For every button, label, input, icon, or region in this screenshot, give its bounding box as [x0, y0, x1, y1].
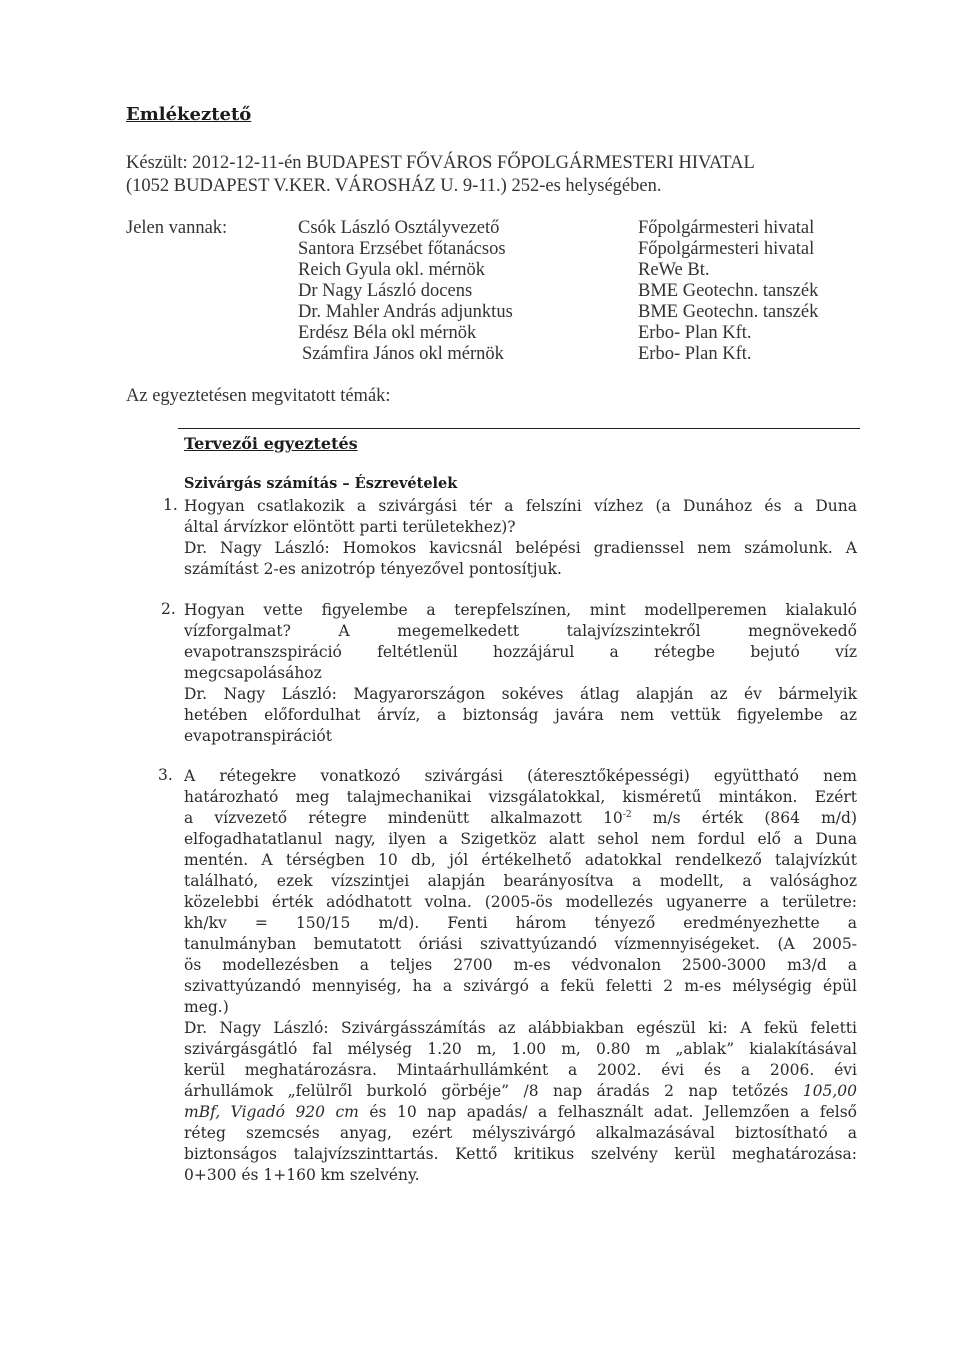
- meta-line-2: (1052 BUDAPEST V.KER. VÁROSHÁZ U. 9-11.) 252-es helységében.: [126, 176, 662, 196]
- item-line: kerül meghatározásra. Mintaárhullámként a 2002. évi és a 2006. évi: [184, 1061, 857, 1079]
- exponent: -2: [622, 810, 632, 820]
- item-line: megcsapolásához: [184, 664, 322, 682]
- item-line: evapotranszspiráció feltétlenül hozzájárul a rétegbe bejutó víz: [184, 643, 857, 661]
- italic-value: mBf, Vigadó 920 cm: [184, 1103, 359, 1121]
- item-line: Dr. Nagy László: Homokos kavicsnál belépési gradienssel nem számolunk. A: [184, 539, 857, 557]
- attendee-name: Santora Erzsébet főtanácsos: [298, 239, 506, 259]
- item-line: található, ezek vízszintjei alapján bearányosítva a modellt, a valósághoz: [184, 872, 857, 890]
- item-line: hetében előfordulhat árvíz, a biztonság javára nem vettük figyelembe az: [184, 706, 857, 724]
- topics-label: Az egyeztetésen megvitatott témák:: [126, 386, 391, 406]
- attendee-org: BME Geotechn. tanszék: [638, 281, 819, 301]
- item-line-text: m/s érték (864 m/d): [631, 809, 858, 827]
- subsection-title: Szivárgás számítás – Észrevételek: [184, 475, 458, 492]
- item-line: [184, 1081, 857, 1102]
- item-line: [184, 808, 857, 829]
- attendee-org: BME Geotechn. tanszék: [638, 302, 819, 322]
- italic-value: 105,00: [802, 1082, 857, 1100]
- item-line-text: a vízvezető rétegre mindenütt alkalmazott 10: [184, 809, 623, 827]
- item-line: elfogadhatatlanul nagy, ilyen a Szigetköz alatt sehol nem fordul elő a Duna: [184, 830, 857, 848]
- attendee-name: Dr. Mahler András adjunktus: [298, 302, 513, 322]
- item-line: számítást 2-es anizotróp tényezővel pontosítjuk.: [184, 560, 562, 578]
- item-line: Dr. Nagy László: Szivárgásszámítás az alábbiakban egészül ki: A fekü feletti: [184, 1019, 857, 1037]
- section-divider: [178, 428, 860, 429]
- item-line: közelebbi érték adódhatott volna. (2005-ös modellezés ugyanerre a területre:: [184, 893, 857, 911]
- item-number: 1.: [163, 496, 178, 514]
- attendee-name: Számfira János okl mérnök: [302, 344, 504, 364]
- attendee-org: Erbo- Plan Kft.: [638, 344, 752, 364]
- item-line: kh/kv = 150/15 m/d). Fenti három tényező eredményezhette a: [184, 914, 857, 932]
- item-number: 2.: [161, 600, 176, 618]
- item-line: evapotranspirációt: [184, 727, 332, 745]
- item-line: által árvízkor elöntött parti területekhez)?: [184, 518, 516, 536]
- attendee-name: Erdész Béla okl mérnök: [298, 323, 477, 343]
- attendee-name: Csók László Osztályvezető: [298, 218, 500, 238]
- attendee-org: Erbo- Plan Kft.: [638, 323, 752, 343]
- item-line-text: és 10 nap apadás/ a felhasznált adat. Jellemzően a felső: [358, 1103, 857, 1121]
- document-title: Emlékeztető: [126, 104, 252, 125]
- item-line: Hogyan csatlakozik a szivárgási tér a felszíni vízhez (a Dunához és a Duna: [184, 497, 857, 515]
- item-line: vízforgalmat? A megemelkedett talajvízszintekről megnövekedő: [184, 622, 857, 640]
- section-title: Tervezői egyeztetés: [184, 434, 358, 453]
- item-line: szivattyúzandó mennyiség, ha a szivárgó a fekü feletti 2 m-es mélységig épül: [184, 977, 857, 995]
- attendees-label: Jelen vannak:: [126, 218, 228, 238]
- item-line: tanulmányban bemutatott óriási szivattyúzandó vízmennyiségeket. (A 2005-: [184, 935, 857, 953]
- attendee-org: ReWe Bt.: [638, 260, 710, 280]
- item-line: szivárgásgátló fal mélység 1.20 m, 1.00 m, 0.80 m „ablak” kialakításával: [184, 1040, 857, 1058]
- attendee-name: Reich Gyula okl. mérnök: [298, 260, 486, 280]
- item-number: 3.: [158, 766, 173, 784]
- meta-line-1: Készült: 2012-12-11-én BUDAPEST FŐVÁROS FŐPOLGÁRMESTERI HIVATAL: [126, 153, 755, 173]
- item-line: Hogyan vette figyelembe a terepfelszínen, mint modellperemen kialakuló: [184, 601, 857, 619]
- attendee-org: Főpolgármesteri hivatal: [638, 218, 815, 238]
- item-line: 0+300 és 1+160 km szelvény.: [184, 1166, 420, 1184]
- item-line: határozható meg talajmechanikai vizsgálatokkal, kisméretű mintákon. Ezért: [184, 788, 857, 806]
- item-line: réteg szemcsés anyag, ezért mélyszivárgó alkalmazásával biztosítható a: [184, 1124, 857, 1142]
- item-line: Dr. Nagy László: Magyarországon sokéves átlag alapján az év bármelyik: [184, 685, 857, 703]
- item-line-text: árhullámok „felülről burkoló görbéje” /8 nap áradás 2 nap tetőzés: [184, 1082, 803, 1100]
- attendee-org: Főpolgármesteri hivatal: [638, 239, 815, 259]
- item-line: A rétegekre vonatkozó szivárgási (áteresztőképességi) együttható nem: [184, 767, 857, 785]
- item-line: ös modellezésben a teljes 2700 m-es védvonalon 2500-3000 m3/d a: [184, 956, 857, 974]
- item-line: mentén. A térségben 10 db, jól értékelhető adatokkal rendelkező talajvízkút: [184, 851, 857, 869]
- attendee-name: Dr Nagy László docens: [298, 281, 473, 301]
- item-line: [184, 1102, 857, 1123]
- item-line: meg.): [184, 998, 229, 1016]
- item-line: biztonságos talajvízszinttartás. Kettő kritikus szelvény kerül meghatározása:: [184, 1145, 857, 1163]
